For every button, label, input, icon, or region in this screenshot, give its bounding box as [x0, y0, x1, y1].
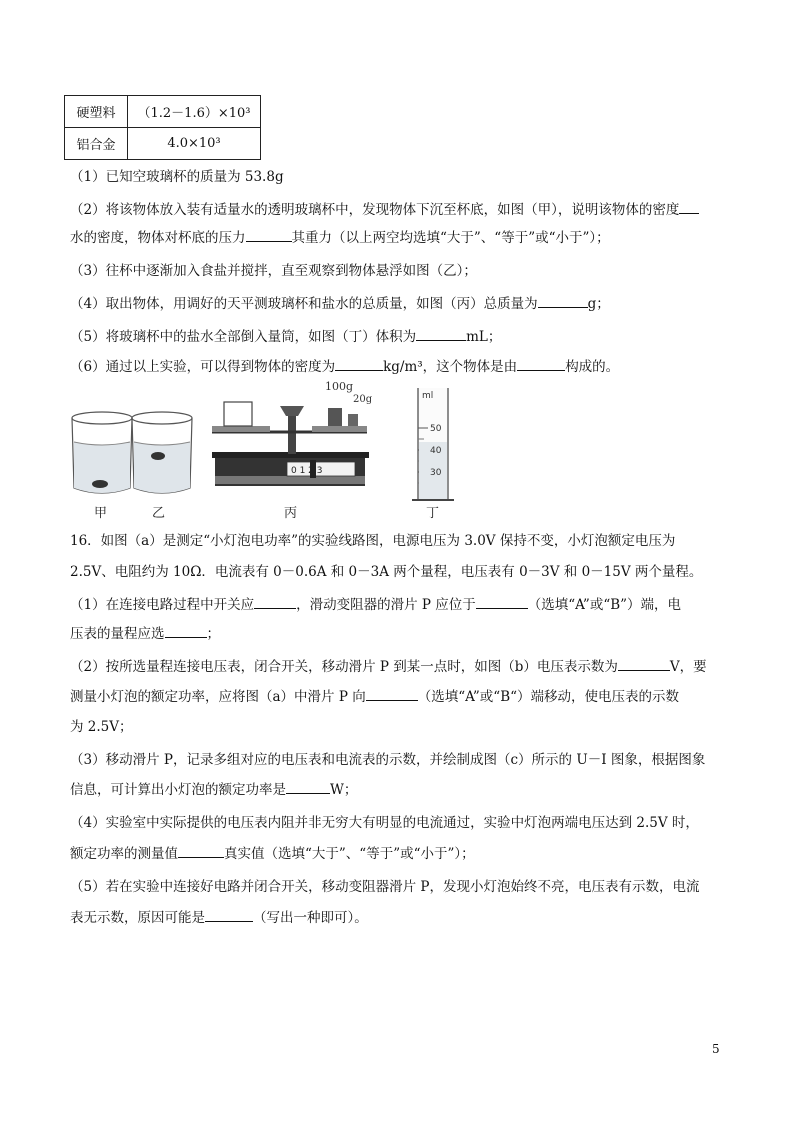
answer-blank	[335, 358, 383, 371]
beaker-jia	[72, 412, 132, 493]
answer-blank	[366, 688, 418, 701]
weight-20g-label: 20g	[353, 394, 373, 405]
answer-blank	[476, 596, 528, 609]
caption-yi: 乙	[152, 506, 166, 521]
experiment-figures-drawing	[62, 380, 462, 520]
density-table	[64, 95, 261, 160]
material-cell: 硬塑料	[65, 96, 128, 128]
q15-step-2-line1: （2）将该物体放入装有适量水的透明玻璃杯中，发现物体下沉至杯底，如图（甲），说明该物体的密度	[70, 201, 699, 219]
answer-blank	[618, 658, 670, 671]
q15-step-1: （1）已知空玻璃杯的质量为 53.8g	[70, 169, 284, 185]
table-row	[65, 96, 261, 128]
q15-step-5: （5）将玻璃杯中的盐水全部倒入量筒，如图（丁）体积为 mL；	[70, 329, 502, 345]
q16-part-2-line3: 为 2.5V；	[70, 719, 133, 735]
density-cell: （1.2－1.6）×10³	[128, 96, 261, 128]
q15-step-4: （4）取出物体，用调好的天平测玻璃杯和盐水的总质量，如图（丙）总质量为 g；	[70, 296, 610, 312]
q16-part-2-line1: （2）按所选量程连接电压表，闭合开关，移动滑片 P 到某一点时，如图（b）电压表示数为 V，要	[70, 659, 707, 675]
q16-part-1-line2: 压表的量程应选 ；	[70, 626, 220, 642]
cylinder-tick-label: 50	[430, 424, 442, 434]
table-row	[65, 128, 261, 160]
caption-ding: 丁	[426, 506, 440, 521]
q16-part-3-line2: 信息，可计算出小灯泡的额定功率是 W；	[70, 782, 358, 798]
experiment-figures	[62, 380, 462, 520]
cylinder-ding	[412, 388, 454, 500]
density-cell: 4.0×10³	[128, 128, 261, 160]
balance-scale-label: 0 1 2 3	[291, 466, 323, 476]
answer-blank	[246, 229, 292, 242]
q16-part-3-line1: （3）移动滑片 P，记录多组对应的电压表和电流表的示数，并绘制成图（c）所示的 U－I 图象，根据图象	[70, 752, 706, 768]
q16-part-4-line2: 额定功率的测量值 真实值（选填“大于”、“等于”或“小于”）；	[70, 846, 475, 862]
q16-part-5-line2: 表无示数，原因可能是 （写出一种即可）。	[70, 910, 368, 926]
cylinder-tick-label: 30	[430, 468, 442, 478]
answer-blank	[416, 328, 466, 341]
page-number: 5	[712, 1042, 720, 1056]
q15-step-6: （6）通过以上实验，可以得到物体的密度为 kg/m³，这个物体是由 构成的。	[70, 359, 620, 375]
caption-jia: 甲	[94, 506, 108, 521]
q16-part-5-line1: （5）若在实验中连接好电路并闭合开关，移动变阻器滑片 P，发现小灯泡始终不亮，电压表有示数，电流	[70, 879, 700, 895]
answer-blank	[165, 625, 207, 638]
answer-blank	[517, 358, 565, 371]
q16-part-1-line1: （1）在连接电路过程中开关应 ，滑动变阻器的滑片 P 应位于 （选填“A”或“B”）端，电	[70, 597, 682, 613]
answer-blank	[286, 781, 330, 794]
q15-step-3: （3）往杯中逐渐加入食盐并搅拌，直至观察到物体悬浮如图（乙）；	[70, 263, 477, 279]
q16-part-4-line1: （4）实验室中实际提供的电压表内阻并非无穷大有明显的电流通过，实验中灯泡两端电压达到 2.5V 时，	[70, 815, 699, 831]
caption-bing: 丙	[284, 506, 298, 521]
answer-blank	[205, 909, 253, 922]
weight-100g-label: 100g	[325, 380, 354, 393]
q15-step-2-line2: 水的密度，物体对杯底的压力 其重力（以上两空均选填“大于”、“等于”或“小于”）；	[70, 230, 610, 246]
cylinder-unit-label: ml	[422, 391, 434, 401]
answer-blank	[538, 295, 588, 308]
q16-stem-line1: 16．如图（a）是测定“小灯泡电功率”的实验线路图，电源电压为 3.0V 保持不变，小灯泡额定电压为	[70, 533, 676, 549]
cylinder-tick-label: 40	[430, 446, 442, 456]
answer-blank	[254, 596, 296, 609]
material-cell: 铝合金	[65, 128, 128, 160]
q16-part-2-line2: 测量小灯泡的额定功率，应将图（a）中滑片 P 向 （选填“A”或“B“）端移动，使电压表的示数	[70, 689, 680, 705]
answer-blank	[679, 201, 699, 214]
beaker-yi	[132, 412, 192, 493]
answer-blank	[178, 845, 224, 858]
q16-stem-line2: 2.5V、电阻约为 10Ω．电流表有 0－0.6A 和 0－3A 两个量程，电压表有 0－3V 和 0－15V 两个量程。	[70, 564, 703, 580]
